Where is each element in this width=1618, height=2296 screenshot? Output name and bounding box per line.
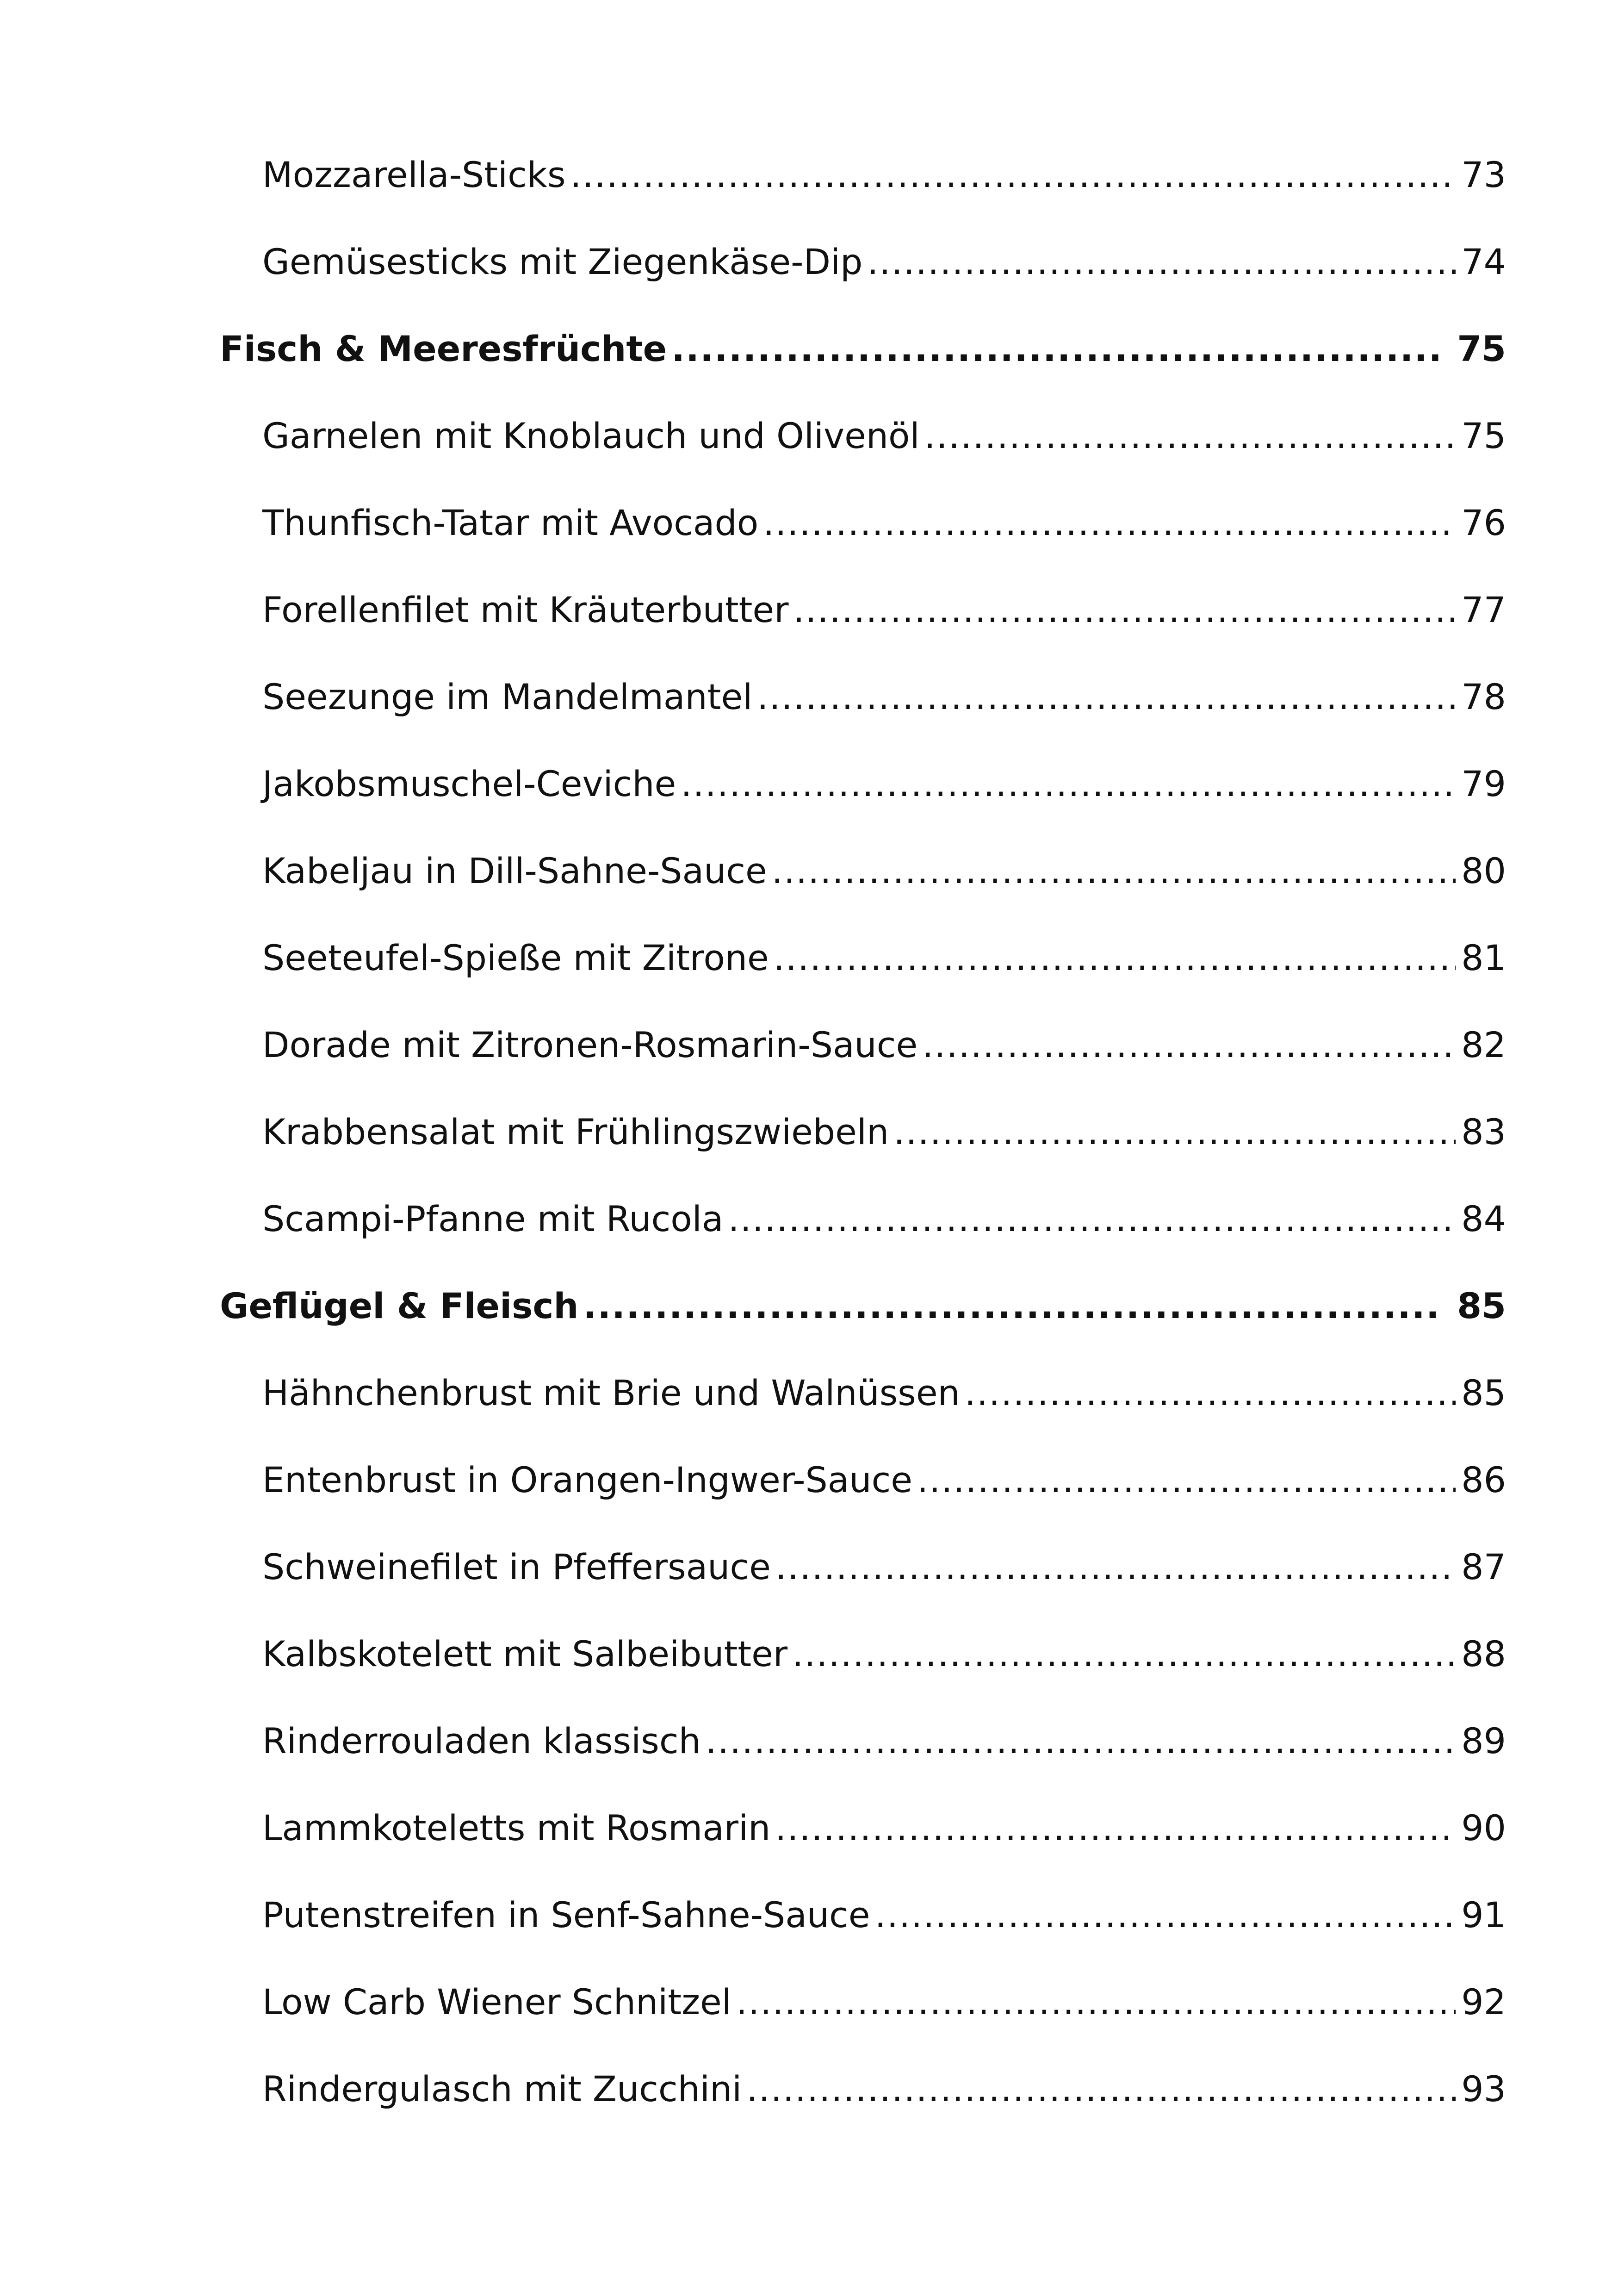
toc-entry-page-number: 92	[1461, 1981, 1506, 2022]
toc-entry-title: Gemüsesticks mit Ziegenkäse-Dip	[262, 241, 863, 282]
toc-section-heading	[220, 1285, 1506, 1375]
toc-entry-title: Scampi-Pfanne mit Rucola	[262, 1198, 724, 1239]
dot-leader	[671, 331, 1443, 367]
toc-entry-page-number: 87	[1461, 1546, 1506, 1587]
toc-entry-title: Schweinefilet in Pfeffersauce	[262, 1546, 771, 1587]
dot-leader	[867, 244, 1456, 280]
toc-entry	[220, 1459, 1506, 1549]
toc-entry	[220, 154, 1506, 244]
toc-entry-title: Putenstreifen in Senf-Sahne-Sauce	[262, 1894, 870, 1935]
toc-entry-page-number: 86	[1461, 1459, 1506, 1500]
toc-entry-title: Seezunge im Mandelmantel	[262, 676, 753, 717]
toc-entry-title: Seeteufel-Spieße mit Zitrone	[262, 937, 769, 978]
toc-entry-page-number: 91	[1461, 1894, 1506, 1935]
toc-section-title: Geflügel & Fleisch	[220, 1285, 579, 1326]
toc-entry	[220, 589, 1506, 679]
toc-entry	[220, 1633, 1506, 1724]
toc-entry-page-number: 90	[1461, 1807, 1506, 1848]
toc-entry-title: Jakobsmuschel-Ceviche	[262, 763, 676, 804]
toc-entry	[220, 937, 1506, 1027]
toc-entry-title: Low Carb Wiener Schnitzel	[262, 1981, 732, 2022]
toc-entry	[220, 1720, 1506, 1811]
toc-entry	[220, 1546, 1506, 1636]
toc-entry-page-number: 79	[1461, 763, 1506, 804]
toc-section-title: Fisch & Meeresfrüchte	[220, 328, 667, 369]
dot-leader	[763, 505, 1456, 541]
dot-leader	[774, 940, 1456, 976]
toc-entry	[220, 2068, 1506, 2159]
toc-entry-title: Entenbrust in Orangen-Ingwer-Sauce	[262, 1459, 913, 1500]
toc-entry	[220, 1111, 1506, 1201]
toc-entry	[220, 1894, 1506, 1985]
dot-leader	[922, 1027, 1456, 1063]
dot-leader	[792, 1636, 1456, 1672]
toc-entry-title: Forellenfilet mit Kräuterbutter	[262, 589, 789, 630]
toc-entry	[220, 1198, 1506, 1288]
toc-entry-page-number: 82	[1461, 1024, 1506, 1065]
dot-leader	[965, 1375, 1456, 1411]
toc-entry	[220, 763, 1506, 853]
toc-entry-title: Dorade mit Zitronen-Rosmarin-Sauce	[262, 1024, 918, 1065]
toc-entry-page-number: 81	[1461, 937, 1506, 978]
toc-entry-page-number: 80	[1461, 850, 1506, 891]
toc-entry	[220, 241, 1506, 331]
dot-leader	[793, 592, 1456, 628]
dot-leader	[775, 1549, 1456, 1585]
toc-entry-title: Kalbskotelett mit Salbeibutter	[262, 1633, 788, 1674]
toc-section-heading	[220, 328, 1506, 418]
toc-entry-title: Rinderrouladen klassisch	[262, 1720, 701, 1761]
table-of-contents	[220, 154, 1506, 2159]
toc-entry	[220, 850, 1506, 940]
toc-entry	[220, 502, 1506, 592]
toc-entry	[220, 415, 1506, 505]
dot-leader	[917, 1462, 1456, 1498]
toc-entry	[220, 1024, 1506, 1114]
toc-entry-title: Krabbensalat mit Frühlingszwiebeln	[262, 1111, 889, 1152]
toc-entry-page-number: 88	[1461, 1633, 1506, 1674]
toc-entry	[220, 1372, 1506, 1462]
dot-leader	[728, 1201, 1456, 1237]
toc-entry-page-number: 84	[1461, 1198, 1506, 1239]
dot-leader	[893, 1114, 1456, 1150]
toc-entry-page-number: 73	[1461, 154, 1506, 195]
toc-entry	[220, 676, 1506, 766]
dot-leader	[924, 418, 1456, 454]
toc-entry-page-number: 76	[1461, 502, 1506, 543]
dot-leader	[706, 1724, 1456, 1759]
toc-entry-page-number: 78	[1461, 676, 1506, 717]
toc-section-page-number: 85	[1457, 1285, 1506, 1326]
toc-entry-title: Thunfisch-Tatar mit Avocado	[262, 502, 759, 543]
toc-entry-page-number: 93	[1461, 2068, 1506, 2109]
toc-entry-title: Mozzarella-Sticks	[262, 154, 566, 195]
toc-entry	[220, 1807, 1506, 1898]
toc-entry-title: Rindergulasch mit Zucchini	[262, 2068, 742, 2109]
toc-entry-page-number: 77	[1461, 589, 1506, 630]
dot-leader	[583, 1288, 1444, 1324]
toc-entry-page-number: 83	[1461, 1111, 1506, 1152]
dot-leader	[772, 853, 1456, 889]
toc-entry-page-number: 89	[1461, 1720, 1506, 1761]
toc-entry-title: Lammkoteletts mit Rosmarin	[262, 1807, 771, 1848]
toc-entry	[220, 1981, 1506, 2072]
dot-leader	[570, 157, 1456, 193]
toc-entry-page-number: 85	[1461, 1372, 1506, 1413]
dot-leader	[757, 679, 1456, 715]
toc-entry-page-number: 75	[1461, 415, 1506, 456]
dot-leader	[775, 1811, 1456, 1846]
toc-entry-title: Garnelen mit Knoblauch und Olivenöl	[262, 415, 920, 456]
dot-leader	[736, 1985, 1456, 2020]
toc-section-page-number: 75	[1457, 328, 1506, 369]
dot-leader	[681, 766, 1456, 802]
toc-entry-page-number: 74	[1461, 241, 1506, 282]
toc-entry-title: Kabeljau in Dill-Sahne-Sauce	[262, 850, 767, 891]
dot-leader	[875, 1898, 1456, 1933]
toc-entry-title: Hähnchenbrust mit Brie und Walnüssen	[262, 1372, 960, 1413]
dot-leader	[746, 2072, 1456, 2107]
